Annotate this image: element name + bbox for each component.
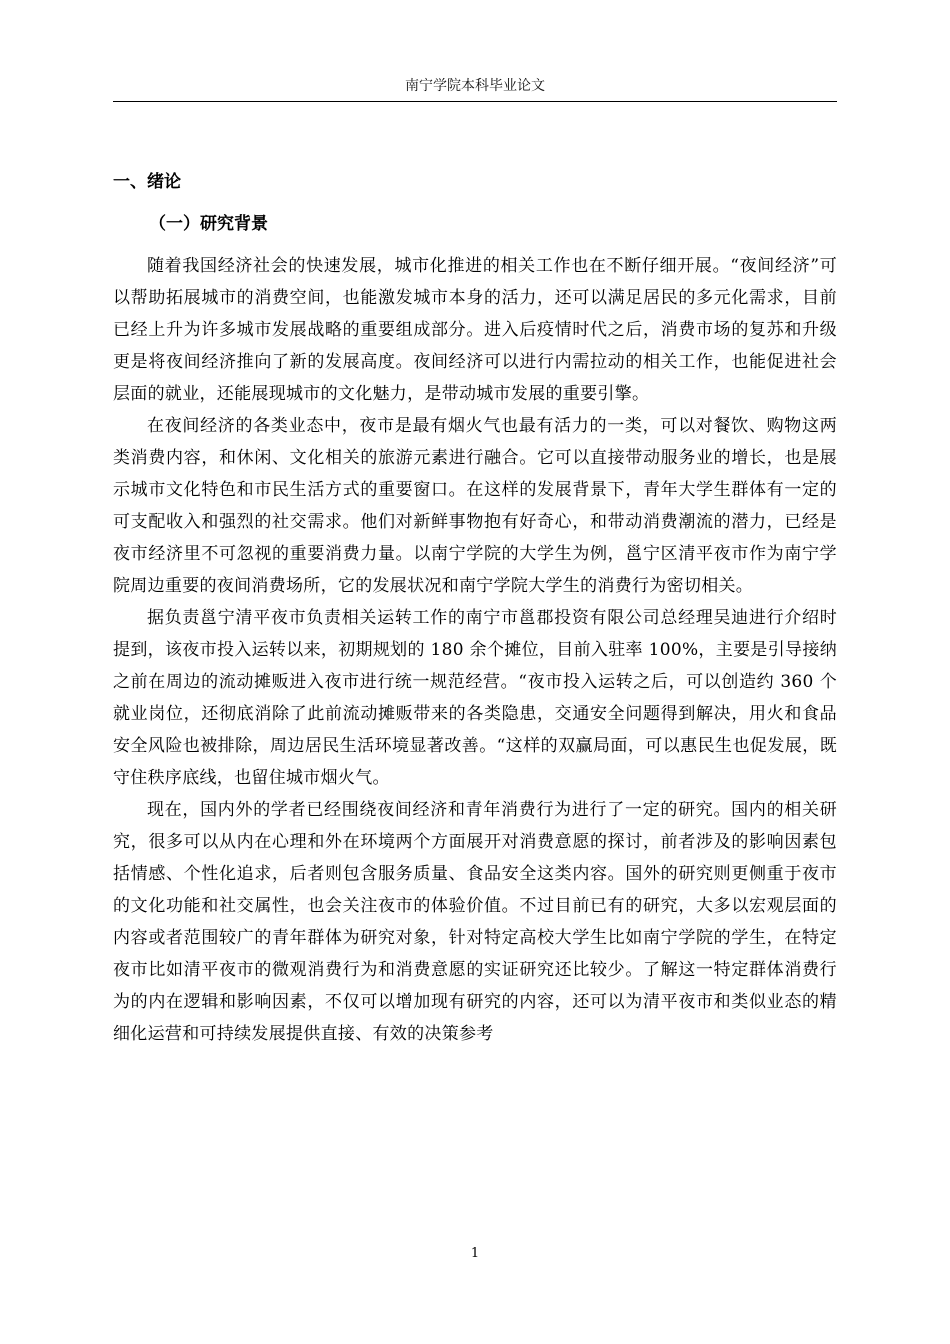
section-heading: （一）研究背景 bbox=[149, 214, 268, 234]
page-body bbox=[113, 166, 837, 1050]
chapter-heading: 一、绪论 bbox=[113, 172, 181, 192]
paragraph-1: 随着我国经济社会的快速发展，城市化推进的相关工作也在不断仔细开展。“夜间经济”可以帮助拓展城市的消费空间，也能激发城市本身的活力，还可以满足居民的多元化需求，目前已经上升为许多城市发展战略的重要组成部分。进入后疫情时代之后，消费市场的复苏和升级更是将夜间经济推向了新的发展高度。夜间经济可以进行内需拉动的相关工作，也能促进社会层面的就业，还能展现城市的文化魅力，是带动城市发展的重要引擎。 bbox=[113, 256, 837, 404]
paragraph-4: 现在，国内外的学者已经围绕夜间经济和青年消费行为进行了一定的研究。国内的相关研究，很多可以从内在心理和外在环境两个方面展开对消费意愿的探讨，前者涉及的影响因素包括情感、个性化追求，后者则包含服务质量、食品安全这类内容。国外的研究则更侧重于夜市的文化功能和社交属性，也会关注夜市的体验价值。不过目前已有的研究，大多以宏观层面的内容或者范围较广的青年群体为研究对象，针对特定高校大学生比如南宁学院的学生，在特定夜市比如清平夜市的微观消费行为和消费意愿的实证研究还比较少。了解这一特定群体消费行为的内在逻辑和影响因素，不仅可以增加现有研究的内容，还可以为清平夜市和类似业态的精细化运营和可持续发展提供直接、有效的决策参考 bbox=[113, 800, 837, 1044]
page-number: 1 bbox=[470, 1246, 480, 1261]
paragraph-2: 在夜间经济的各类业态中，夜市是最有烟火气也最有活力的一类，可以对餐饮、购物这两类消费内容，和休闲、文化相关的旅游元素进行融合。它可以直接带动服务业的增长，也是展示城市文化特色和市民生活方式的重要窗口。在这样的发展背景下，青年大学生群体有一定的可支配收入和强烈的社交需求。他们对新鲜事物抱有好奇心，和带动消费潮流的潜力，已经是夜市经济里不可忽视的重要消费力量。以南宁学院的大学生为例，邕宁区清平夜市作为南宁学院周边重要的夜间消费场所，它的发展状况和南宁学院大学生的消费行为密切相关。 bbox=[113, 416, 837, 596]
running-header: 南宁学院本科毕业论文 bbox=[405, 78, 545, 94]
header-divider bbox=[113, 101, 837, 102]
paragraph-3: 据负责邕宁清平夜市负责相关运转工作的南宁市邕郡投资有限公司总经理吴迪进行介绍时提到，该夜市投入运转以来，初期规划的 180 余个摊位，目前入驻率 100%，主要是引导接纳之前在周边的流动摊贩进入夜市进行统一规范经营。“夜市投入运转之后，可以创造约 360 个就业岗位，还彻底消除了此前流动摊贩带来的各类隐患，交通安全问题得到解决，用火和食品安全风险也被排除，周边居民生活环境显著改善。“这样的双赢局面，可以惠民生也促发展，既守住秩序底线，也留住城市烟火气。 bbox=[113, 608, 837, 788]
